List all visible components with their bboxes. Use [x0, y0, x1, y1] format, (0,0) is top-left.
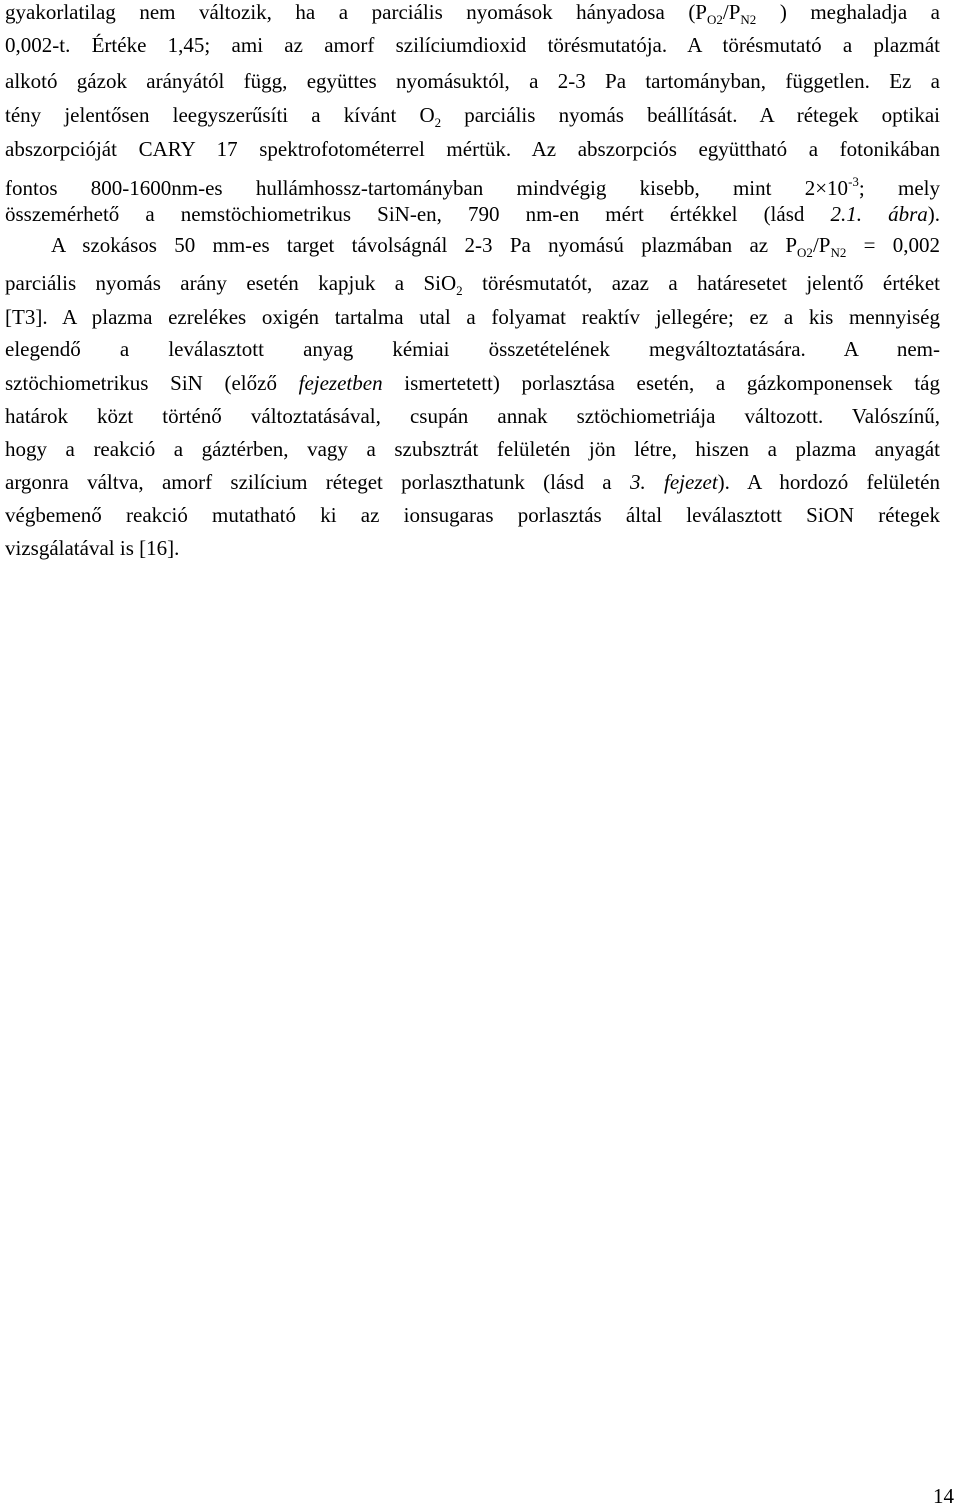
text-line: gyakorlatilag nem változik, ha a parciális nyomások hányadosa ($P_{O2}/P_{N2}$ ) meghaladja a [5, 0, 940, 27]
text-line: fontos 800-1600nm-es hullámhossz-tartományban mindvégig kisebb, mint $2\times 10^{-3}$; mely [5, 174, 940, 200]
text-line: argonra váltva, amorf szilícium réteget porlaszthatunk (lásd a 3. fejezet). A hordozó felületén [5, 470, 940, 494]
text-line: [T3]. A plazma ezrelékes oxigén tartalma utal a folyamat reaktív jellegére; ez a kis mennyiség [5, 305, 940, 329]
text-line: végbemenő reakció mutatható ki az ionsugaras porlasztás által leválasztott SiON rétegek [5, 503, 940, 527]
page-number: 14 [933, 1484, 954, 1508]
text-line: hogy a reakció a gáztérben, vagy a szubsztrát felületén jön létre, hiszen a plazma anyagát [5, 437, 940, 461]
text-line: elegendő a leválasztott anyag kémiai összetételének megváltoztatására. A nem- [5, 337, 940, 361]
text-line: alkotó gázok arányától függ, együttes nyomásuktól, a 2-3 Pa tartományban, független. Ez a [5, 69, 940, 93]
text-line: összemérhető a nemstöchiometrikus SiN-en, 790 nm-en mért értékkel (lásd 2.1. ábra). [5, 202, 940, 226]
text-line: 0,002-t. Értéke 1,45; ami az amorf szilíciumdioxid törésmutatója. A törésmutató a plazmát [5, 33, 940, 57]
text-line: határok közt történő változtatásával, csupán annak sztöchiometriája változott. Valószínű, [5, 404, 940, 428]
text-line: parciális nyomás arány esetén kapjuk a SiO$_2$ törésmutatót, azaz a határesetet jelentő értéket [5, 271, 940, 298]
text-line: vizsgálatával is [16]. [5, 536, 180, 560]
text-line: sztöchiometrikus SiN (előző fejezetben ismertetett) porlasztása esetén, a gázkomponensek tág [5, 371, 940, 395]
text-line: tény jelentősen leegyszerűsíti a kívánt $O_2$ parciális nyomás beállítását. A rétegek optikai [5, 103, 940, 130]
text-line: abszorpcióját CARY 17 spektrofotométerrel mértük. Az abszorpciós együttható a fotonikában [5, 137, 940, 161]
text-line: A szokásos 50 mm-es target távolságnál 2-3 Pa nyomású plazmában az $P_{O2}/P_{N2} = 0,002$ [51, 233, 940, 260]
